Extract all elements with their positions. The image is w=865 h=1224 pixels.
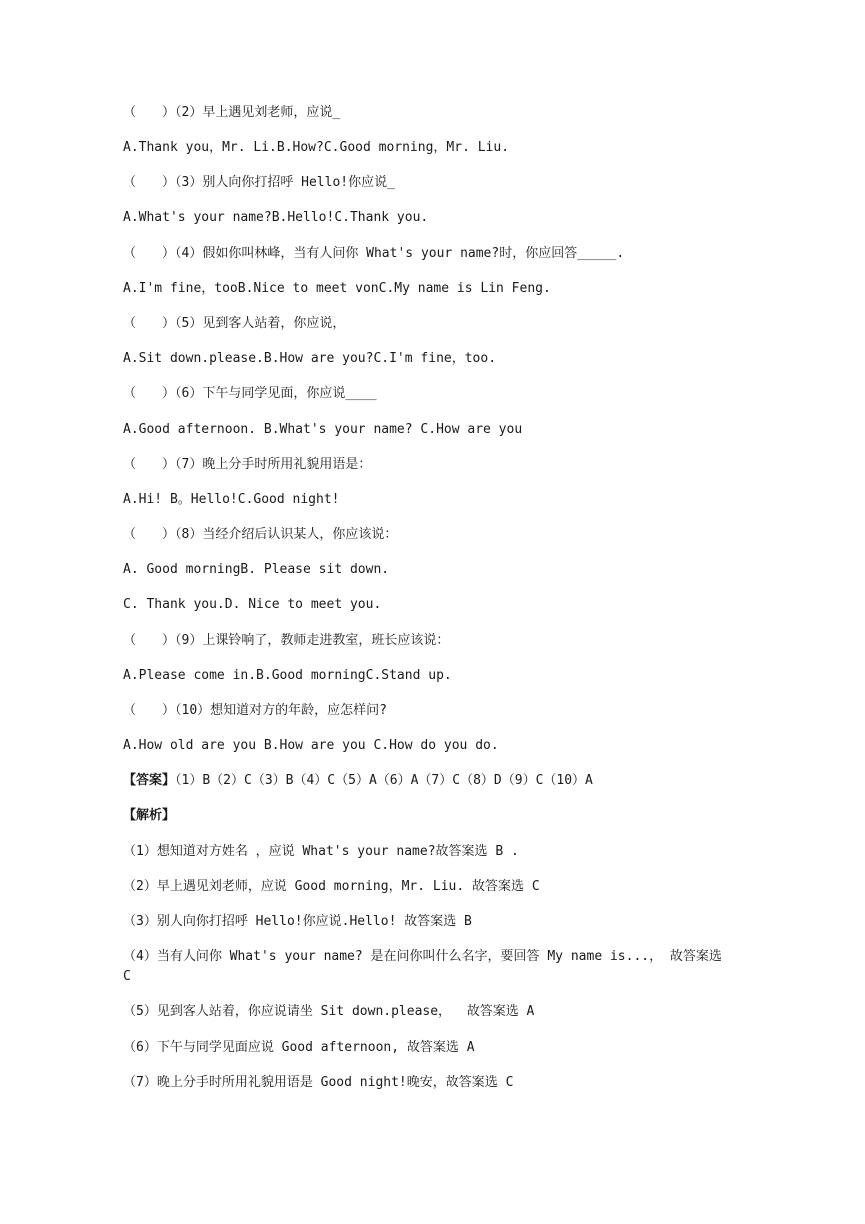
analysis-item: （1）想知道对方姓名 ，应说 What's your name?故答案选 B . (123, 844, 519, 859)
question-3-options: A.What's your name?B.Hello!C.Thank you. (123, 210, 429, 225)
question-5-prompt: （ ）（5）见到客人站着，你应说， (123, 316, 346, 331)
answer-line (123, 771, 743, 791)
question-8-prompt: （ ）（8）当经介绍后认识某人，你应该说： (123, 527, 398, 542)
analysis-item: （7）晚上分手时所用礼貌用语是 Good night!晚安，故答案选 C (123, 1075, 514, 1090)
analysis-item: （5）见到客人站着，你应说请坐 Sit down.please， 故答案选 A (123, 1004, 535, 1019)
question-4-options: A.I'm fine，tooB.Nice to meet vonC.My name is Lin Feng. (123, 281, 551, 296)
question-10-options: A.How old are you B.How are you C.How do you do. (123, 738, 499, 753)
answer-text: （1）B（2）C（3）B（4）C（5）A（6）A（7）C（8）D（9）C（10）A (175, 773, 593, 788)
analysis-item: （3）别人向你打招呼 Hello!你应说.Hello! 故答案选 B (123, 914, 472, 929)
question-9-options: A.Please come in.B.Good morningC.Stand up. (123, 668, 452, 683)
question-2-prompt: （ ）（2）早上遇见刘老师，应说_ (123, 105, 341, 120)
question-7-prompt: （ ）（7）晚上分手时所用礼貌用语是： (123, 457, 372, 472)
question-9-prompt: （ ）（9）上课铃响了，教师走进教室，班长应该说： (123, 633, 450, 648)
analysis-item: （2）早上遇见刘老师，应说 Good morning，Mr. Liu. 故答案选 C (123, 879, 540, 894)
question-2-options: A.Thank you，Mr. Li.B.How?C.Good morning，Mr. Liu. (123, 140, 510, 155)
question-5-options: A.Sit down.please.B.How are you?C.I'm fine，too. (123, 351, 497, 366)
question-3-prompt: （ ）（3）别人向你打招呼 Hello!你应说_ (123, 175, 395, 190)
question-8-options-ab: A. Good morningB. Please sit down. (123, 562, 390, 577)
question-6-options: A.Good afternoon. B.What's your name? C.How are you (123, 422, 523, 437)
analysis-item: （6）下午与同学见面应说 Good afternoon, 故答案选 A (123, 1040, 475, 1055)
question-4-prompt: （ ）（4）假如你叫林峰，当有人问你 What's your name?时，你应回答_____. (123, 246, 625, 261)
analysis-label: 【解析】 (123, 808, 176, 823)
question-8-options-cd: C. Thank you.D. Nice to meet you. (123, 597, 382, 612)
answer-label: 【答案】 (123, 773, 176, 788)
question-7-options: A.Hi! B。Hello!C.Good night! (123, 492, 340, 507)
analysis-item: （4）当有人问你 What's your name? 是在问你叫什么名字，要回答 My name is...， 故答案选 C (123, 949, 722, 984)
question-6-prompt: （ ）（6）下午与同学见面，你应说____ (123, 386, 377, 401)
question-10-prompt: （ ）（10）想知道对方的年龄，应怎样问? (123, 703, 387, 718)
